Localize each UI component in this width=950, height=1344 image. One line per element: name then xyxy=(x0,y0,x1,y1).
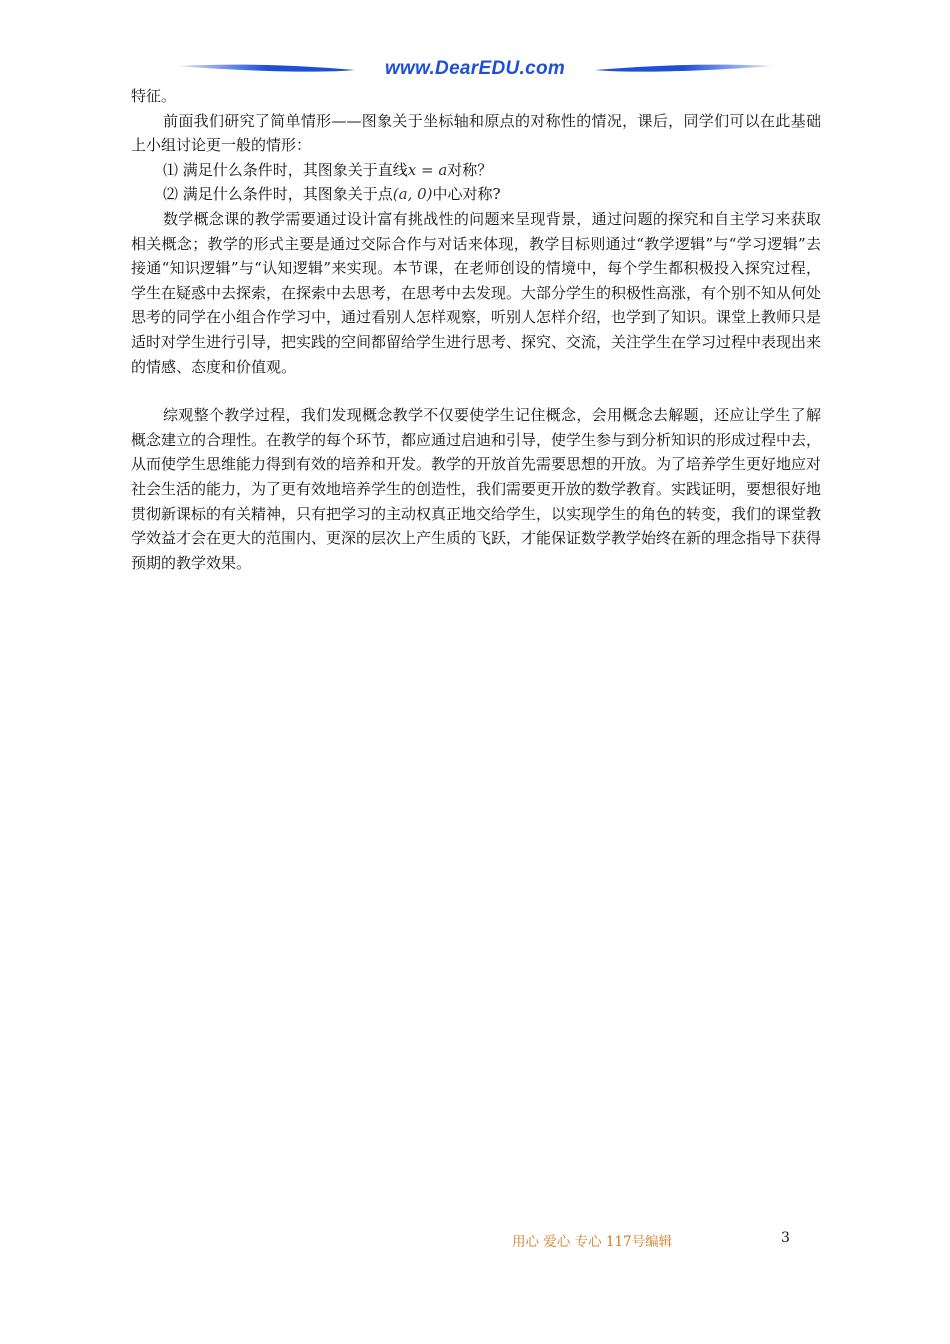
document-body xyxy=(131,84,821,575)
math-point-a-0: (a, 0) xyxy=(392,185,433,204)
paragraph-discussion: 前面我们研究了简单情形——图象关于坐标轴和原点的对称性的情况，课后，同学们可以在此基础上小组讨论更一般的情形： xyxy=(131,111,821,155)
question-1-text: ⑴ 满足什么条件时，其图象关于直线 xyxy=(163,160,408,179)
page-number: 3 xyxy=(781,1230,790,1246)
paragraph-concept-teaching: 数学概念课的教学需要通过设计富有挑战性的问题来呈现背景，通过问题的探究和自主学习来获取相关概念；教学的形式主要是通过交际合作与对话来体现，教学目标则通过“教学逻辑”与“学习逻辑”去接通“知识逻辑”与“认知逻辑”来实现。本节课，在老师创设的情境中，每个学生都积极投入探究过程，学生在疑惑中去探索，在探索中去思考，在思考中去发现。大部分学生的积极性高涨，有个别不知从何处思考的同学在小组合作学习中，通过看别人怎样观察，听别人怎样介绍，也学到了知识。课堂上教师只是适时对学生进行引导，把实践的空间都留给学生进行思考、探究、交流，关注学生在学习过程中表现出来的情感、态度和价值观。 xyxy=(131,209,822,376)
question-2-text: ⑵ 满足什么条件时，其图象关于点 xyxy=(163,185,393,204)
site-url-logo[interactable]: www.DearEDU.com xyxy=(384,58,566,79)
footer-slogan: 用心 爱心 专心 117号编辑 xyxy=(512,1234,673,1250)
question-item-1 xyxy=(131,158,821,183)
question-2-suffix: 中心对称? xyxy=(432,185,501,204)
site-header-banner xyxy=(175,54,775,88)
question-1-suffix: 对称？ xyxy=(447,160,493,179)
paragraph-summary: 综观整个教学过程，我们发现概念教学不仅要使学生记住概念，会用概念去解题，还应让学生了解概念建立的合理性。在教学的每个环节，都应通过启迪和引导，使学生参与到分析知识的形成过程中去，从而使学生思维能力得到有效的培养和开发。教学的开放首先需要思想的开放。为了培养学生更好地应对社会生活的能力，为了更有效地培养学生的创造性，我们需要更开放的数学教育。实践证明，要想很好地贯彻新课标的有关精神，只有把学习的主动权真正地交给学生，以实现学生的角色的转变，我们的课堂教学效益才会在更大的范围内、更深的层次上产生质的飞跃，才能保证数学教学始终在新的理念指导下获得预期的教学效果。 xyxy=(131,406,822,572)
paragraph-continuation: 特征。 xyxy=(131,87,177,105)
question-item-2 xyxy=(131,182,821,207)
math-x-equals-a: x = a xyxy=(407,160,448,179)
paragraph-spacer xyxy=(131,379,821,403)
